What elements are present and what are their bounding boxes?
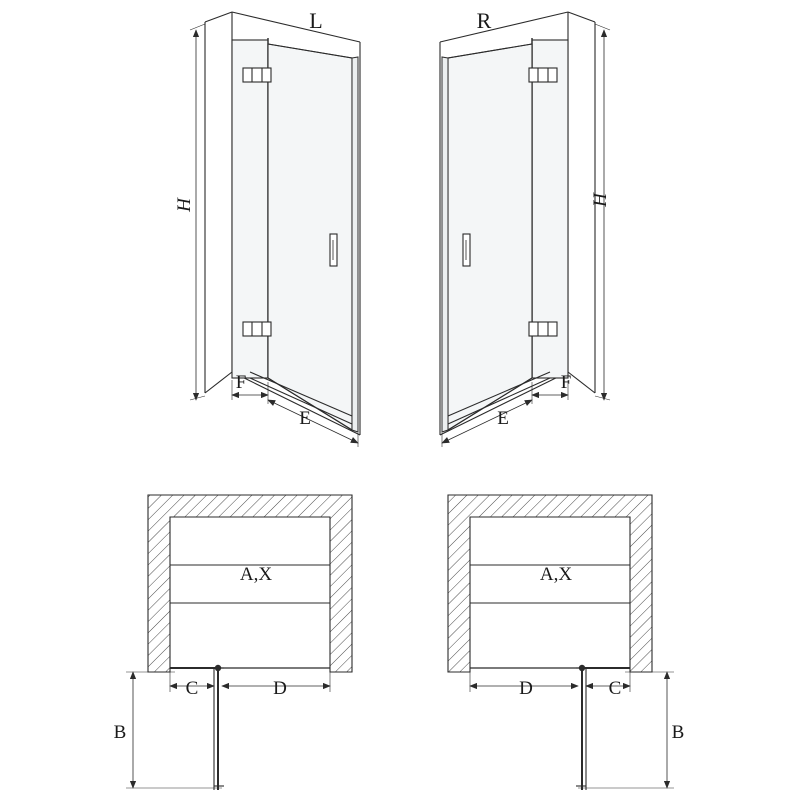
label-variant-right: R [476,8,492,33]
label-plan-depth-left: B [113,722,127,743]
label-plan-fixed-left: C [185,678,199,699]
label-door-right: E [497,408,509,429]
label-plan-door-left: D [273,678,287,699]
label-door-left: E [299,408,311,429]
label-plan-depth-right: B [671,722,685,743]
label-height-left: H [174,198,195,212]
label-plan-width-right: A,X [539,564,573,585]
label-plan-width-left: A,X [239,564,273,585]
label-plan-door-right: D [519,678,533,699]
label-fixed-left: F [235,372,247,393]
label-plan-fixed-right: C [608,678,622,699]
label-variant-left: L [309,8,323,33]
label-fixed-right: F [560,372,572,393]
label-height-right: H [590,193,611,207]
